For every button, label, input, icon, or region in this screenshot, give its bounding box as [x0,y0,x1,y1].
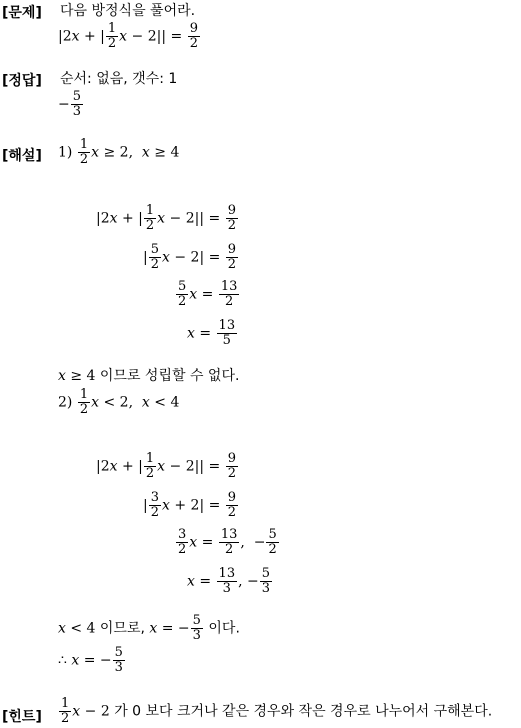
case2-step1: |2x + | $\frac{1}{2}$ x − 2|| = $\frac{9}{2}$ [96,451,236,481]
problem-equation: |2x + | $\frac{1}{2}$ x − 2|| = $\frac{9}{2}$ [58,21,198,51]
case1-step2: | $\frac{5}{2}$ x − 2| = $\frac{9}{2}$ [143,242,237,272]
solution-label: [해설] [2,148,42,164]
case1-conclusion: x ≥ 4 이므로 성립할 수 없다. [58,368,240,384]
case1-step4: x = $\frac{13}{5}$ [187,318,236,348]
problem-label: [문제] [2,5,42,21]
case2-step4: x = $\frac{13}{3}$ , − $\frac{5}{3}$ [187,566,271,596]
case2-label: 2) [58,394,73,411]
answer-value: − $\frac{5}{3}$ [58,89,82,119]
case1-label: 1) [58,144,73,161]
case2-condition: 2) $\frac{1}{2}$ x < 2, x < 4 [58,387,180,417]
hint-label: [힌트] [2,709,42,725]
case2-conclusion: x < 4 이므로, x = − $\frac{5}{3}$ 이다. [58,613,240,643]
problem-instruction: 다음 방정식을 풀어라. [60,3,196,19]
case1-step3: $\frac{5}{2}$ x = $\frac{13}{2}$ [178,279,238,309]
case1-condition: 1) $\frac{1}{2}$ x ≥ 2, x ≥ 4 [58,137,180,167]
answer-text: 순서: 없음, 갯수: 1 [60,71,178,87]
hint-text: $\frac{1}{2}$ x − 2 가 0 보다 크거나 같은 경우와 작은 경우로 나누어서 구해본다. [61,696,493,726]
case2-step2: | $\frac{3}{2}$ x + 2| = $\frac{9}{2}$ [143,490,237,520]
answer-label: [정답] [2,73,42,89]
final-result: ∴ x = − $\frac{5}{3}$ [58,645,123,675]
case1-step1: |2x + | $\frac{1}{2}$ x − 2|| = $\frac{9}{2}$ [96,203,236,233]
case2-step3: $\frac{3}{2}$ x = $\frac{13}{2}$ , − $\frac{5}{2}$ [178,527,277,557]
